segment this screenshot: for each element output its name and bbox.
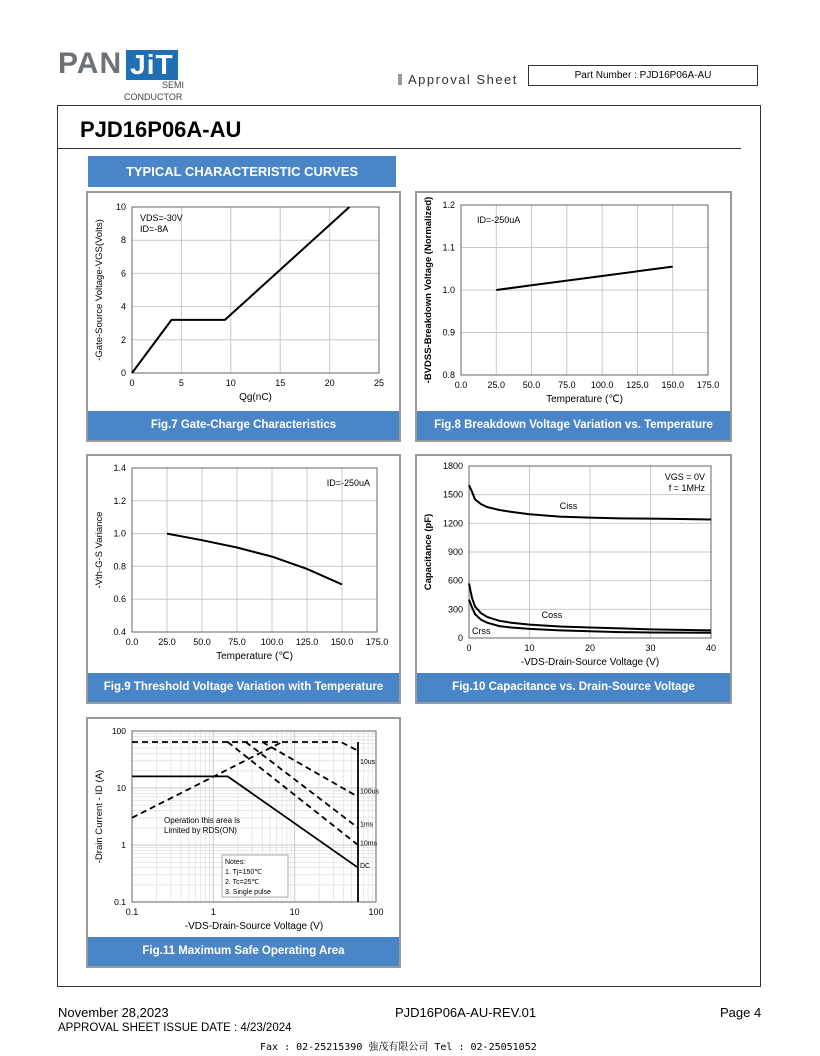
fig7-xlabel: Qg(nC) <box>239 392 272 403</box>
fig7-ytick-label: 10 <box>115 202 126 212</box>
logo-text-jit: JiT <box>126 50 177 80</box>
fig11-xtick-label: 100 <box>368 907 384 917</box>
fig10-label-coss: Coss <box>541 609 563 620</box>
footer-revision: PJD16P06A-AU-REV.01 <box>395 1005 537 1020</box>
fig10-ylabel: Capacitance (pF) <box>423 513 434 591</box>
footer-issue-date: APPROVAL SHEET ISSUE DATE : 4/23/2024 <box>58 1022 292 1034</box>
fig10-xlabel: -VDS-Drain-Source Voltage (V) <box>520 657 660 668</box>
fig9-ytick-label: 0.6 <box>113 594 126 605</box>
fig7-ytick-label: 2 <box>120 334 126 345</box>
fig9-series-0 <box>167 534 342 585</box>
fig11-xtick-label: 0.1 <box>125 907 139 917</box>
fig10-xtick-label: 0 <box>466 643 472 653</box>
fig8-caption: Fig.8 Breakdown Voltage Variation vs. Temperature <box>417 411 730 440</box>
fig11-line-label-dc: DC <box>359 862 371 870</box>
logo-text-pan: PAN <box>58 47 123 80</box>
fig10-chart <box>417 456 730 673</box>
fig11-line-label-100us: 100us <box>359 788 380 796</box>
fig7-chart <box>88 193 399 411</box>
fig11-panel <box>86 717 401 968</box>
fig9-xtick-label: 0.0 <box>125 637 139 647</box>
fig7-annotation-id: ID=-8A <box>140 224 169 234</box>
fig11-ytick-label: 0.1 <box>114 897 126 907</box>
fig8-xtick-label: 25.0 <box>487 380 506 390</box>
fig8-panel <box>415 191 732 442</box>
fig9-panel <box>86 454 401 704</box>
fig10-ytick-label: 1800 <box>442 461 463 471</box>
fig8-ytick-label: 0.8 <box>442 370 455 380</box>
fig7-xtick-label: 20 <box>324 378 335 388</box>
fig9-ytick-label: 1.2 <box>113 495 126 506</box>
fig7-ytick-label: 4 <box>120 301 126 312</box>
approval-sheet-text: Approval Sheet <box>408 72 518 87</box>
fig10-xtick-label: 20 <box>584 643 596 653</box>
fig10-xtick-label: 30 <box>645 643 656 653</box>
fig7-xtick-label: 25 <box>373 378 385 388</box>
company-logo <box>58 48 188 106</box>
fig7-panel <box>86 191 401 442</box>
fig9-xtick-label: 150.0 <box>330 637 354 647</box>
fig7-ytick-label: 0 <box>120 368 126 378</box>
fig9-annotation-id: ID=-250uA <box>326 478 370 488</box>
fig11-annotation-limited: Limited by RDS(ON) <box>164 826 237 835</box>
fig11-caption: Fig.11 Maximum Safe Operating Area <box>88 937 399 966</box>
fig9-chart <box>88 456 399 673</box>
fig7-xtick-label: 0 <box>129 378 135 388</box>
section-title: TYPICAL CHARACTERISTIC CURVES <box>88 156 396 187</box>
fig8-xtick-label: 50.0 <box>522 380 541 390</box>
footer-page: Page 4 <box>720 1005 762 1020</box>
fig10-ytick-label: 0 <box>457 633 463 643</box>
fig7-ytick-label: 6 <box>120 268 126 279</box>
fig8-series-0 <box>496 267 672 290</box>
logo-text-semi: SEMI <box>162 80 185 90</box>
fig11-note-2: 2. Tc=25℃ <box>225 879 260 886</box>
fig9-xtick-label: 25.0 <box>158 637 176 647</box>
fig9-plot-frame <box>132 468 377 632</box>
fig11-note-1: 1. Tj=150℃ <box>225 869 263 876</box>
fig11-note-0: Notes: <box>225 859 246 866</box>
fig11-ytick-label: 100 <box>111 726 126 736</box>
fig7-ylabel: -Gate-Source Voltage-VGS(Volts) <box>94 219 105 361</box>
title-divider <box>57 148 741 149</box>
fig10-ytick-label: 1500 <box>442 489 463 500</box>
fig10-ytick-label: 300 <box>447 604 463 615</box>
fig11-xtick-label: 10 <box>289 907 300 917</box>
fig8-xtick-label: 100.0 <box>590 380 614 390</box>
fig10-ytick-label: 600 <box>447 575 463 586</box>
fig9-xlabel: Temperature (℃) <box>216 651 293 662</box>
fig8-ylabel: -BVDSS-Breakdown Voltage (Normalized) <box>423 196 434 384</box>
fig10-ytick-label: 1200 <box>442 518 463 529</box>
fig8-xtick-label: 150.0 <box>661 380 684 390</box>
fig7-xtick-label: 5 <box>178 378 184 388</box>
fig10-xtick-label: 40 <box>705 643 717 653</box>
fig7-ytick-label: 8 <box>120 235 126 246</box>
logo-text-conductor: CONDUCTOR <box>124 92 183 102</box>
fig11-xtick-label: 1 <box>210 907 216 917</box>
fig8-ytick-label: 0.9 <box>442 327 455 338</box>
fig8-ytick-label: 1.2 <box>442 200 455 210</box>
approval-sheet-label <box>398 72 518 87</box>
fig10-annotation-f: f = 1MHz <box>668 483 705 493</box>
fig10-caption: Fig.10 Capacitance vs. Drain-Source Voltage <box>417 673 730 702</box>
fig11-xlabel: -VDS-Drain-Source Voltage (V) <box>184 921 324 932</box>
fig8-xtick-label: 175.0 <box>696 380 720 390</box>
fig9-caption: Fig.9 Threshold Voltage Variation with Temperature <box>88 673 399 702</box>
fig11-line-label-10us: 10us <box>359 758 376 766</box>
fig9-xtick-label: 125.0 <box>295 637 319 647</box>
fig8-chart <box>417 193 730 411</box>
fig9-xtick-label: 50.0 <box>193 637 211 647</box>
fig9-ytick-label: 1.0 <box>113 528 126 539</box>
fig7-plot-frame <box>132 207 379 373</box>
fig8-ytick-label: 1.1 <box>442 242 455 253</box>
footer-contact: Fax : 02-25215390 強茂有限公司 Tel : 02-25051052 <box>260 1042 537 1053</box>
fig11-note-3: 3. Single pulse <box>225 889 271 896</box>
fig10-panel <box>415 454 732 704</box>
fig11-line-label-10ms: 10ms <box>359 840 378 848</box>
approval-bar-icon <box>398 74 402 85</box>
fig10-ytick-label: 900 <box>447 547 463 557</box>
fig9-ytick-label: 0.4 <box>113 627 126 637</box>
fig7-annotation-vds: VDS=-30V <box>140 213 183 223</box>
fig11-annotation-operation: Operation this area is <box>164 816 241 825</box>
fig8-xtick-label: 0.0 <box>454 380 468 390</box>
fig8-xtick-label: 75.0 <box>558 380 576 390</box>
fig7-caption: Fig.7 Gate-Charge Characteristics <box>88 411 399 440</box>
fig7-xtick-label: 10 <box>225 378 236 388</box>
fig9-ytick-label: 0.8 <box>113 561 126 572</box>
fig8-xtick-label: 125.0 <box>626 380 649 390</box>
fig10-xtick-label: 10 <box>524 643 535 653</box>
fig9-xtick-label: 175.0 <box>365 637 389 647</box>
fig7-xtick-label: 15 <box>275 378 286 388</box>
fig9-xtick-label: 75.0 <box>228 637 246 647</box>
document-title: PJD16P06A-AU <box>80 117 242 142</box>
fig11-chart <box>88 719 399 937</box>
fig9-ylabel: -Vth-G-S Variance <box>94 511 105 589</box>
fig8-xlabel: Temperature (℃) <box>546 394 623 405</box>
footer-date: November 28,2023 <box>58 1005 169 1020</box>
part-number-box: Part Number : PJD16P06A-AU <box>528 65 758 86</box>
fig10-annotation-vgs: VGS = 0V <box>664 472 705 482</box>
fig11-ytick-label: 10 <box>116 783 126 793</box>
fig11-line-label-1ms: 1ms <box>359 821 374 829</box>
fig9-ytick-label: 1.4 <box>113 463 126 473</box>
fig11-ylabel: -Drain Current - ID (A) <box>94 769 105 864</box>
fig10-label-crss: Crss <box>472 626 491 636</box>
fig10-label-ciss: Ciss <box>559 500 578 511</box>
fig11-ytick-label: 1 <box>121 840 126 850</box>
fig8-annotation-id: ID=-250uA <box>477 215 521 225</box>
fig9-xtick-label: 100.0 <box>260 637 284 647</box>
fig8-ytick-label: 1.0 <box>442 285 455 295</box>
